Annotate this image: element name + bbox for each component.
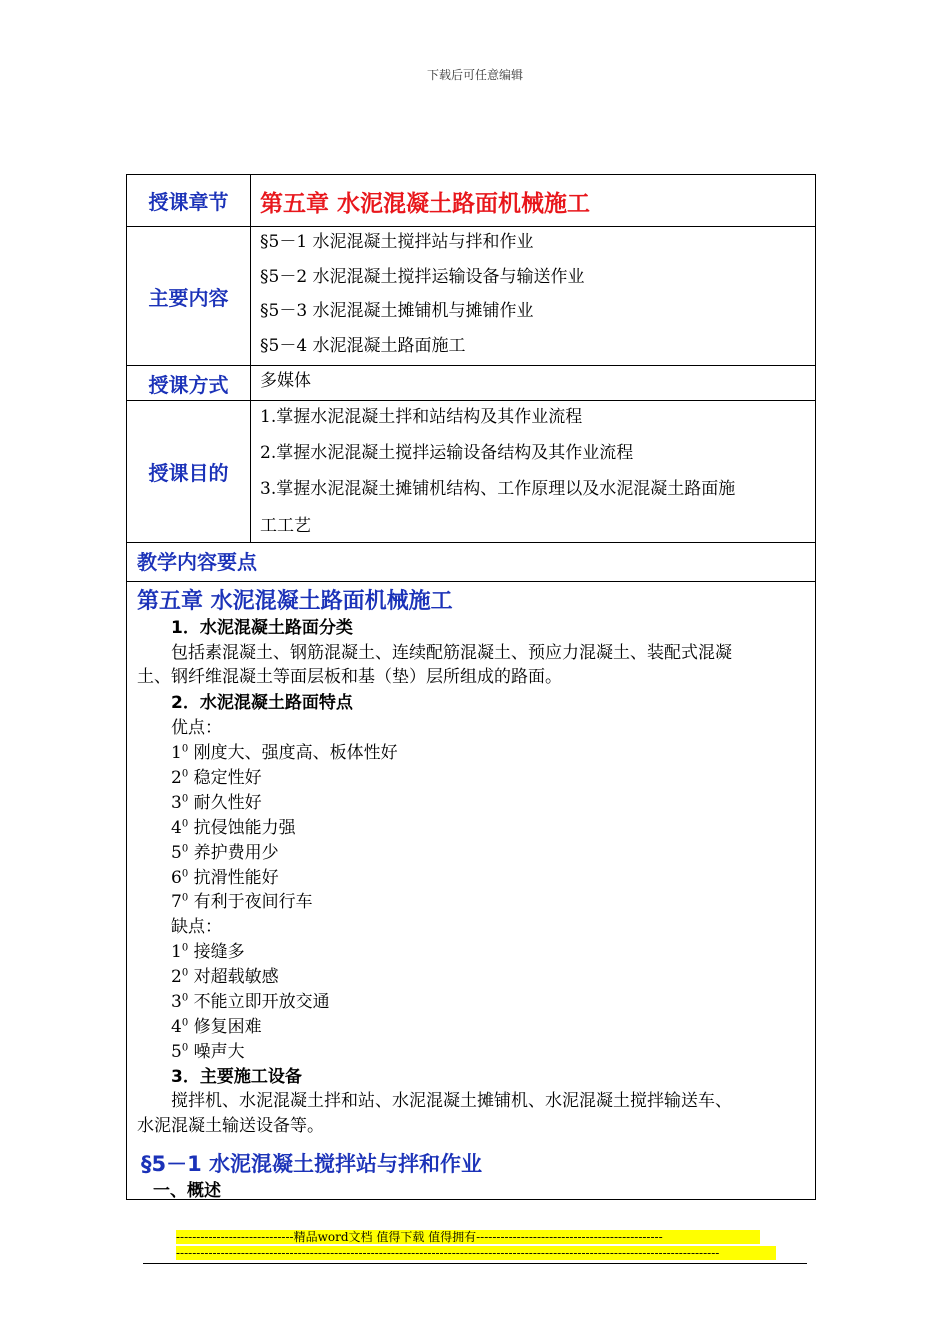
con-item: $3^0$ 不能立即开放交通 <box>171 992 330 1012</box>
content-item: §5－3 水泥混凝土摊铺机与摊铺作业 <box>260 301 534 321</box>
pro-item: $2^0$ 稳定性好 <box>171 768 262 788</box>
row-method <box>127 366 815 401</box>
content-list <box>260 227 809 365</box>
row-content <box>127 227 815 366</box>
pro-item: $4^0$ 抗侵蚀能力强 <box>171 818 296 838</box>
section-3-text: 水泥混凝土输送设备等。 <box>137 1116 324 1136</box>
section-heading: §5－1 水泥混凝土搅拌站与拌和作业 <box>141 1152 483 1176</box>
pro-item: $7^0$ 有利于夜间行车 <box>171 892 313 912</box>
key-points-label: 教学内容要点 <box>137 550 257 574</box>
goal-item: 2.掌握水泥混凝土搅拌运输设备结构及其作业流程 <box>260 443 634 463</box>
section-1-text: 包括素混凝土、钢筋混凝土、连续配筋混凝土、预应力混凝土、装配式混凝 <box>171 643 732 663</box>
section-3-title: 3．主要施工设备 <box>171 1067 302 1087</box>
header-note: 下载后可任意编辑 <box>426 68 523 82</box>
lesson-table <box>126 174 816 1200</box>
pro-item: $5^0$ 养护费用少 <box>171 843 279 863</box>
row-goal <box>127 401 815 543</box>
pro-item: $3^0$ 耐久性好 <box>171 793 262 813</box>
overview-heading: 一、概述 <box>153 1181 221 1201</box>
con-item: $2^0$ 对超载敏感 <box>171 967 279 987</box>
content-item: §5－2 水泥混凝土搅拌运输设备与输送作业 <box>260 267 585 287</box>
con-item: $1^0$ 接缝多 <box>171 942 245 962</box>
goal-item: 工工艺 <box>260 516 311 536</box>
pro-item: $6^0$ 抗滑性能好 <box>171 868 279 888</box>
label-content: 主要内容 <box>127 227 251 365</box>
goal-item: 3.掌握水泥混凝土摊铺机结构、工作原理以及水泥混凝土路面施 <box>260 479 736 499</box>
chapter-heading: 第五章 水泥混凝土路面机械施工 <box>137 589 453 614</box>
pros-label: 优点： <box>171 718 222 738</box>
goal-list <box>260 401 809 542</box>
goal-item: 1.掌握水泥混凝土拌和站结构及其作业流程 <box>260 407 583 427</box>
section-1-text: 土、钢纤维混凝土等面层板和基（垫）层所组成的路面。 <box>137 667 562 687</box>
footer-banner: -----------------------------精品word文档 值得下载 值得拥有---------------------------------------------- <box>176 1230 760 1244</box>
pro-item: $1^0$ 刚度大、强度高、板体性好 <box>171 743 398 763</box>
row-chapter <box>127 175 815 227</box>
section-1-title: 1．水泥混凝土路面分类 <box>171 618 353 638</box>
method-value: 多媒体 <box>260 371 311 391</box>
label-goal: 授课目的 <box>127 401 251 542</box>
con-item: $5^0$ 噪声大 <box>171 1042 245 1062</box>
content-item: §5－4 水泥混凝土路面施工 <box>260 336 466 356</box>
row-key-points <box>127 543 815 582</box>
footer-rule <box>143 1263 807 1264</box>
chapter-value: 第五章 水泥混凝土路面机械施工 <box>260 191 591 217</box>
label-method: 授课方式 <box>127 366 251 400</box>
content-item: §5－1 水泥混凝土搅拌站与拌和作业 <box>260 232 534 252</box>
footer-dashes: -------------------------------------------------------------------------------------------------------------------------------------- <box>176 1246 776 1260</box>
cons-label: 缺点： <box>171 917 222 937</box>
label-chapter: 授课章节 <box>127 175 251 226</box>
con-item: $4^0$ 修复困难 <box>171 1017 262 1037</box>
section-2-title: 2．水泥混凝土路面特点 <box>171 693 353 713</box>
section-3-text: 搅拌机、水泥混凝土拌和站、水泥混凝土摊铺机、水泥混凝土搅拌输送车、 <box>171 1091 732 1111</box>
